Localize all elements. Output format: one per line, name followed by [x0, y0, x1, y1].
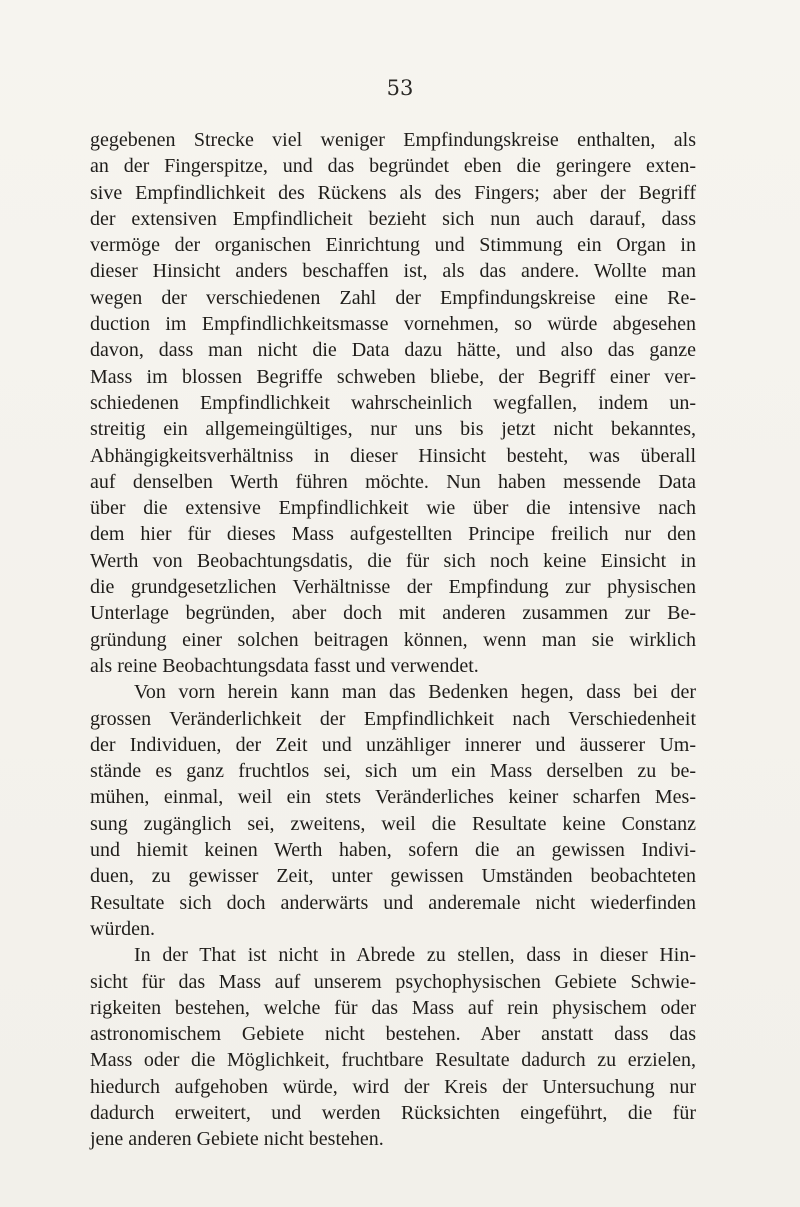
text-line: die grundgesetzlichen Verhältnisse der Empfindung zur physischen	[90, 576, 696, 599]
text-line: sung zugänglich sei, zweitens, weil die Resultate keine Constanz	[90, 812, 696, 835]
text-line: Unterlage begründen, aber doch mit anderen zusammen zur Be-	[90, 602, 696, 625]
text-line: Abhängigkeitsverhältniss in dieser Hinsicht besteht, was überall	[90, 444, 696, 467]
text-line: vermöge der organischen Einrichtung und Stimmung ein Organ in	[90, 234, 696, 257]
text-line: dieser Hinsicht anders beschaffen ist, als das andere. Wollte man	[90, 260, 696, 283]
text-line: wegen der verschiedenen Zahl der Empfindungskreise eine Re-	[90, 286, 696, 309]
text-line: Mass im blossen Begriffe schweben bliebe, der Begriff einer ver-	[90, 365, 696, 388]
text-line: sicht für das Mass auf unserem psychophysischen Gebiete Schwie-	[90, 970, 696, 993]
text-line: schiedenen Empfindlichkeit wahrscheinlich wegfallen, indem un-	[90, 391, 696, 414]
text-line: duction im Empfindlichkeitsmasse vornehmen, so würde abgesehen	[90, 313, 696, 336]
text-line: auf denselben Werth führen möchte. Nun haben messende Data	[90, 470, 696, 493]
text-line: gründung einer solchen beitragen können, wenn man sie wirklich	[90, 628, 696, 651]
text-line: der extensiven Empfindlicheit bezieht sich nun auch darauf, dass	[90, 207, 696, 230]
text-line: streitig ein allgemeingültiges, nur uns bis jetzt nicht bekanntes,	[90, 418, 696, 441]
text-line: rigkeiten bestehen, welche für das Mass auf rein physischem oder	[90, 996, 696, 1019]
body-text	[90, 127, 696, 1153]
text-line: stände es ganz fruchtlos sei, sich um ein Mass derselben zu be-	[90, 760, 696, 783]
text-line: grossen Veränderlichkeit der Empfindlichkeit nach Verschiedenheit	[90, 707, 696, 730]
text-line: davon, dass man nicht die Data dazu hätte, und also das ganze	[90, 339, 696, 362]
text-line: dem hier für dieses Mass aufgestellten Principe freilich nur den	[90, 523, 696, 546]
text-line: Resultate sich doch anderwärts und anderemale nicht wiederfinden	[90, 891, 696, 914]
text-line: hiedurch aufgehoben würde, wird der Kreis der Untersuchung nur	[90, 1075, 696, 1098]
text-line: Mass oder die Möglichkeit, fruchtbare Resultate dadurch zu erzielen,	[90, 1049, 696, 1072]
text-line: mühen, einmal, weil ein stets Veränderliches keiner scharfen Mes-	[90, 786, 696, 809]
text-line: und hiemit keinen Werth haben, sofern die an gewissen Indivi-	[90, 839, 696, 862]
page-number: 53	[386, 76, 414, 100]
text-line: an der Fingerspitze, und das begründet eben die geringere exten-	[90, 155, 696, 178]
text-line: Von vorn herein kann man das Bedenken hegen, dass bei der	[134, 681, 696, 704]
text-line: sive Empfindlichkeit des Rückens als des Fingers; aber der Begriff	[90, 181, 696, 204]
text-line: der Individuen, der Zeit und unzähliger innerer und äusserer Um-	[90, 733, 696, 756]
text-line: duen, zu gewisser Zeit, unter gewissen Umständen beobachteten	[90, 865, 696, 888]
text-line: astronomischem Gebiete nicht bestehen. Aber anstatt dass das	[90, 1023, 696, 1046]
text-line: Werth von Beobachtungsdatis, die für sich noch keine Einsicht in	[90, 549, 696, 572]
text-line: In der That ist nicht in Abrede zu stellen, dass in dieser Hin-	[134, 944, 696, 967]
text-line: als reine Beobachtungsdata fasst und verwendet.	[90, 654, 479, 677]
text-line: gegebenen Strecke viel weniger Empfindungskreise enthalten, als	[90, 129, 696, 151]
text-line: dadurch erweitert, und werden Rücksichten eingeführt, die für	[90, 1101, 696, 1124]
text-line: jene anderen Gebiete nicht bestehen.	[90, 1128, 384, 1151]
text-line: über die extensive Empfindlichkeit wie über die intensive nach	[90, 497, 696, 520]
text-line: würden.	[90, 917, 155, 940]
